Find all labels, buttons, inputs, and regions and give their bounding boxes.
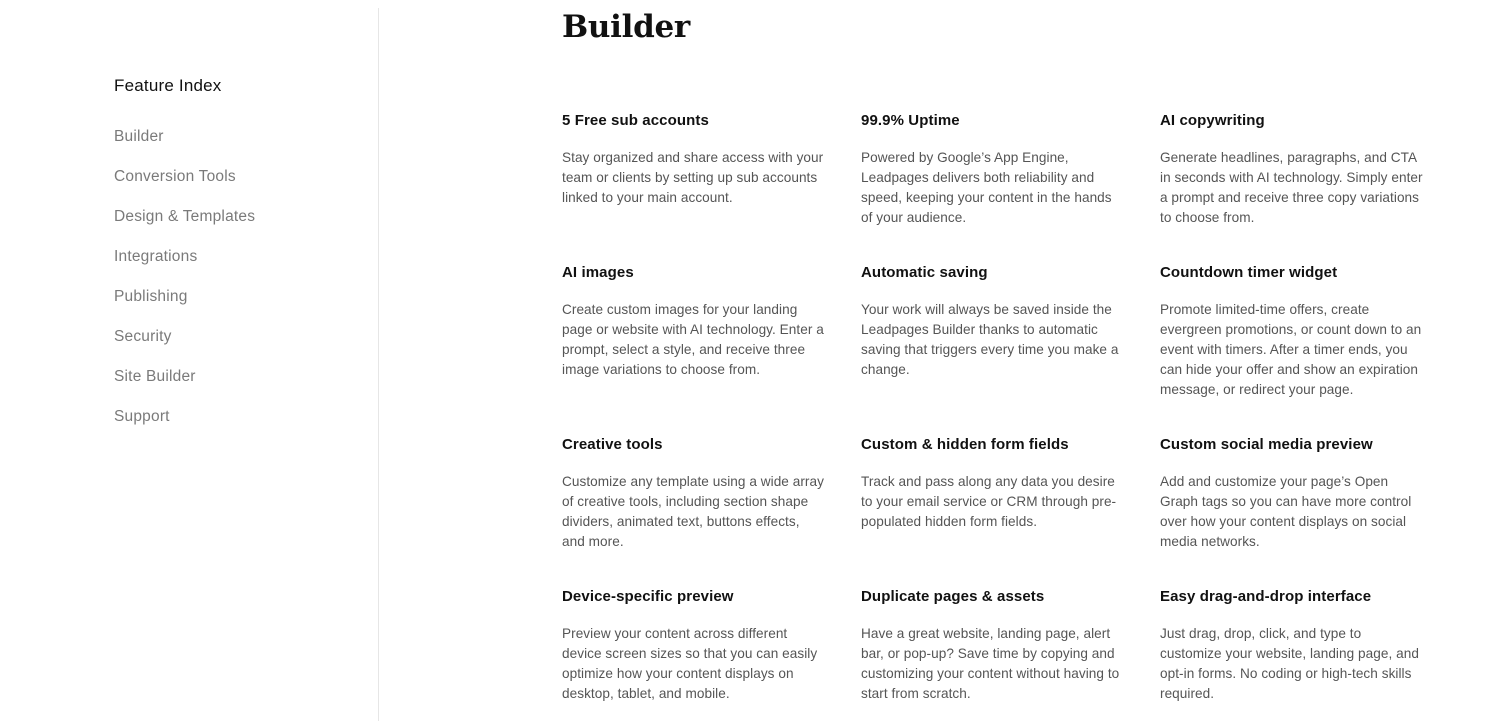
feature-title: 99.9% Uptime xyxy=(861,112,960,129)
feature-card xyxy=(562,586,826,704)
sidebar-item-site-builder[interactable]: Site Builder xyxy=(114,368,196,385)
feature-card xyxy=(861,110,1125,228)
feature-card xyxy=(562,262,826,380)
feature-description: Your work will always be saved inside the Leadpages Builder thanks to automatic saving that triggers every time you make a change. xyxy=(861,302,1119,377)
section-title: Builder xyxy=(562,9,690,45)
feature-title: Easy drag-and-drop interface xyxy=(1160,588,1372,605)
sidebar-item-design-templates[interactable]: Design & Templates xyxy=(114,208,256,225)
feature-description: Have a great website, landing page, alert bar, or pop-up? Save time by copying and customizing your content without having to start from scratch. xyxy=(861,626,1120,701)
feature-description: Track and pass along any data you desire to your email service or CRM through pre-populated hidden form fields. xyxy=(861,474,1117,529)
feature-description: Preview your content across different device screen sizes so that you can easily optimize how your content displays on desktop, tablet, and mobile. xyxy=(562,626,818,701)
feature-card xyxy=(1160,262,1424,400)
feature-description: Stay organized and share access with your team or clients by setting up sub accounts linked to your main account. xyxy=(562,150,824,205)
feature-card xyxy=(1160,110,1424,228)
feature-description: Generate headlines, paragraphs, and CTA in seconds with AI technology. Simply enter a prompt and receive three copy variations to choose from. xyxy=(1160,150,1423,225)
feature-title: 5 Free sub accounts xyxy=(562,112,709,129)
sidebar-item-integrations[interactable]: Integrations xyxy=(114,248,198,265)
feature-index-sidebar xyxy=(0,0,378,721)
feature-card xyxy=(861,262,1125,380)
feature-title: Automatic saving xyxy=(861,264,988,281)
feature-card xyxy=(562,434,826,552)
feature-title: Custom social media preview xyxy=(1160,436,1373,453)
feature-card xyxy=(562,110,826,208)
feature-title: Creative tools xyxy=(562,436,663,453)
feature-description: Powered by Google’s App Engine, Leadpages delivers both reliability and speed, keeping your content in the hands of your audience. xyxy=(861,150,1112,225)
sidebar-item-support[interactable]: Support xyxy=(114,408,170,425)
feature-description: Add and customize your page’s Open Graph tags so you can have more control over how your content displays on social media networks. xyxy=(1160,474,1412,549)
feature-description: Create custom images for your landing page or website with AI technology. Enter a prompt, select a style, and receive three image variations to choose from. xyxy=(562,302,824,377)
feature-description: Promote limited-time offers, create evergreen promotions, or count down to an event with timers. After a timer ends, you can hide your offer and show an expiration message, or redirect your page. xyxy=(1160,302,1422,397)
feature-index-title: Feature Index xyxy=(114,76,222,95)
feature-title: AI images xyxy=(562,264,634,281)
feature-index-nav xyxy=(114,126,255,446)
feature-title: AI copywriting xyxy=(1160,112,1265,129)
feature-title: Device-specific preview xyxy=(562,588,734,605)
feature-card xyxy=(861,434,1125,532)
sidebar-divider xyxy=(378,8,379,721)
sidebar-item-conversion-tools[interactable]: Conversion Tools xyxy=(114,168,236,185)
sidebar-item-publishing[interactable]: Publishing xyxy=(114,288,188,305)
feature-card xyxy=(1160,586,1424,704)
feature-description: Customize any template using a wide array of creative tools, including section shape dividers, animated text, buttons effects, and more. xyxy=(562,474,824,549)
feature-card xyxy=(1160,434,1424,552)
feature-title: Countdown timer widget xyxy=(1160,264,1338,281)
feature-description: Just drag, drop, click, and type to customize your website, landing page, and opt-in forms. No coding or high-tech skills required. xyxy=(1160,626,1419,701)
feature-title: Duplicate pages & assets xyxy=(861,588,1045,605)
sidebar-item-security[interactable]: Security xyxy=(114,328,172,345)
feature-title: Custom & hidden form fields xyxy=(861,436,1069,453)
sidebar-item-builder[interactable]: Builder xyxy=(114,128,164,145)
feature-card xyxy=(861,586,1125,704)
